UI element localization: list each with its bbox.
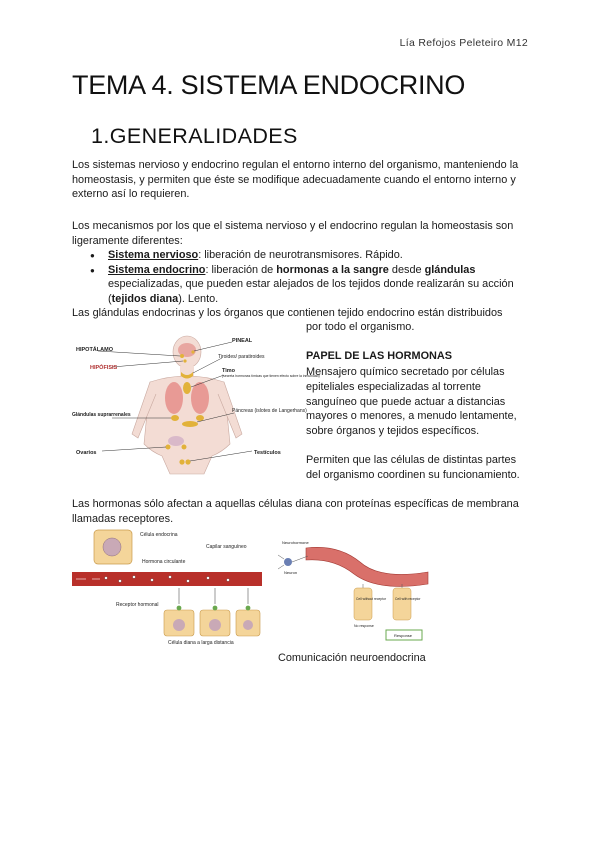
label-tiroides: Tiroides/ paratiroides [218,354,265,360]
endocrino-text-4: ). Lento. [178,292,219,305]
label-neurohormone: Neurohormone [282,540,309,545]
pituitary-gland [183,359,186,362]
testis-left [179,459,184,464]
label-neuron: Neuron [284,570,298,575]
cell-without-receptor [354,588,372,620]
receptors-paragraph: Las hormonas sólo afectan a aquellas células diana con proteínas específicas de membrana llamadas receptores. [72,498,519,525]
label-cell-without: Cell without receptor [356,597,387,601]
intro-paragraph: Los sistemas nervioso y endocrino regulan el entorno interno del organismo, manteniendo la homeostasis, y permiten que éste se modifique adecuadamente cuando el entorno interno y externo así lo requieren. [72,159,519,201]
endocrine-glands-figure [72,334,320,474]
endocrino-text-3: especializadas, que pueden estar alejados de los tejidos donde realizarán su acción ( [108,278,514,305]
target-cells [164,610,260,636]
label-timo: Timo [222,368,236,374]
hypothalamus-gland [180,354,184,358]
hormone-role-text: Mensajero químico secretado por células epiteliales especializadas al torrente sanguíneo que puede actuar a distancias mayores o menores, a menudo lentamente, sobre órganos y tejidos específicos. [306,366,517,438]
neuroendocrine-figure [268,538,436,642]
section-heading: 1.GENERALIDADES [91,124,298,148]
nervioso-description: : liberación de neurotransmisores. Rápido. [198,249,403,261]
list-item-endocrino [108,263,548,307]
testis-right [185,459,190,464]
endocrino-text-2: desde [388,263,425,276]
lung-left [165,382,183,414]
author-header: Lía Refojos Peleteiro M12 [399,37,528,49]
label-testiculos: Testículos [254,450,281,456]
ovary-right [182,445,187,450]
label-receptor: Receptor hormonal [116,602,159,608]
pancreas-gland [182,421,198,427]
hormone-receptors [177,606,251,611]
term-sistema-nervioso: Sistema nervioso [108,249,199,261]
endocrino-text-1: : liberación de [205,263,277,276]
label-pineal: PINEAL [232,338,253,344]
label-celula-diana: Célula diana a larga distancia [168,640,234,646]
hormone-coordination-text: Permiten que las células de distintas partes del organismo coordinen su funcionamiento. [306,454,520,481]
figure-caption: Comunicación neuroendocrina [278,652,426,664]
adrenal-left [171,415,179,421]
list-item-nervioso [108,248,548,263]
thymus-gland [183,382,191,394]
label-pancreas: Páncreas (islotes de Langerhans) [232,408,307,414]
endocrino-bold-hormonas: hormonas a la sangre [276,263,389,276]
label-celula-endocrina: Célula endocrina [140,532,178,538]
glands-paragraph-cont: por todo el organismo. [306,321,415,333]
ovary-left [166,445,171,450]
systems-list [90,248,548,306]
hormone-role-heading: PAPEL DE LAS HORMONAS [306,350,453,362]
page-title: TEMA 4. SISTEMA ENDOCRINO [72,70,466,100]
neuron-body [284,558,292,566]
label-hipofisis: HIPÓFISIS [90,365,118,371]
endocrine-cell-nucleus [103,538,121,556]
endocrino-bold-glandulas: glándulas [424,263,476,276]
neuro-blood-vessel [306,547,428,586]
label-no-response: No response [354,624,374,628]
label-hormona-circulante: Hormona circulante [142,559,186,565]
endocrine-signaling-figure [72,528,262,646]
label-timo-note: (secreta hormonas tímicas que tienen efecto sobre la inmunidad) [222,374,320,378]
mechanisms-paragraph: Los mecanismos por los que el sistema nervioso y el endocrino regulan la homeostasis son ligeramente diferentes: [72,220,514,247]
endocrino-bold-tejidos: tejidos diana [111,292,179,305]
term-sistema-endocrino: Sistema endocrino [108,263,206,276]
label-hipotalamo: HIPOTÁLAMO [76,347,113,353]
blood-vessel [72,572,262,586]
label-ovarios: Ovarios [76,450,97,456]
cell-with-receptor [393,588,411,620]
label-response: Response [394,633,413,638]
glands-paragraph: Las glándulas endocrinas y los órganos que contienen tejido endocrino están distribuidos [72,307,503,319]
adrenal-right [196,415,204,421]
label-glandulas-suprarrenales: Glándulas suprarrenales [72,412,131,418]
label-capilar: Capilar sanguíneo [206,544,247,550]
label-cell-with: Cell with receptor [395,597,421,601]
uterus-shape [168,436,184,446]
lung-right [191,382,209,414]
